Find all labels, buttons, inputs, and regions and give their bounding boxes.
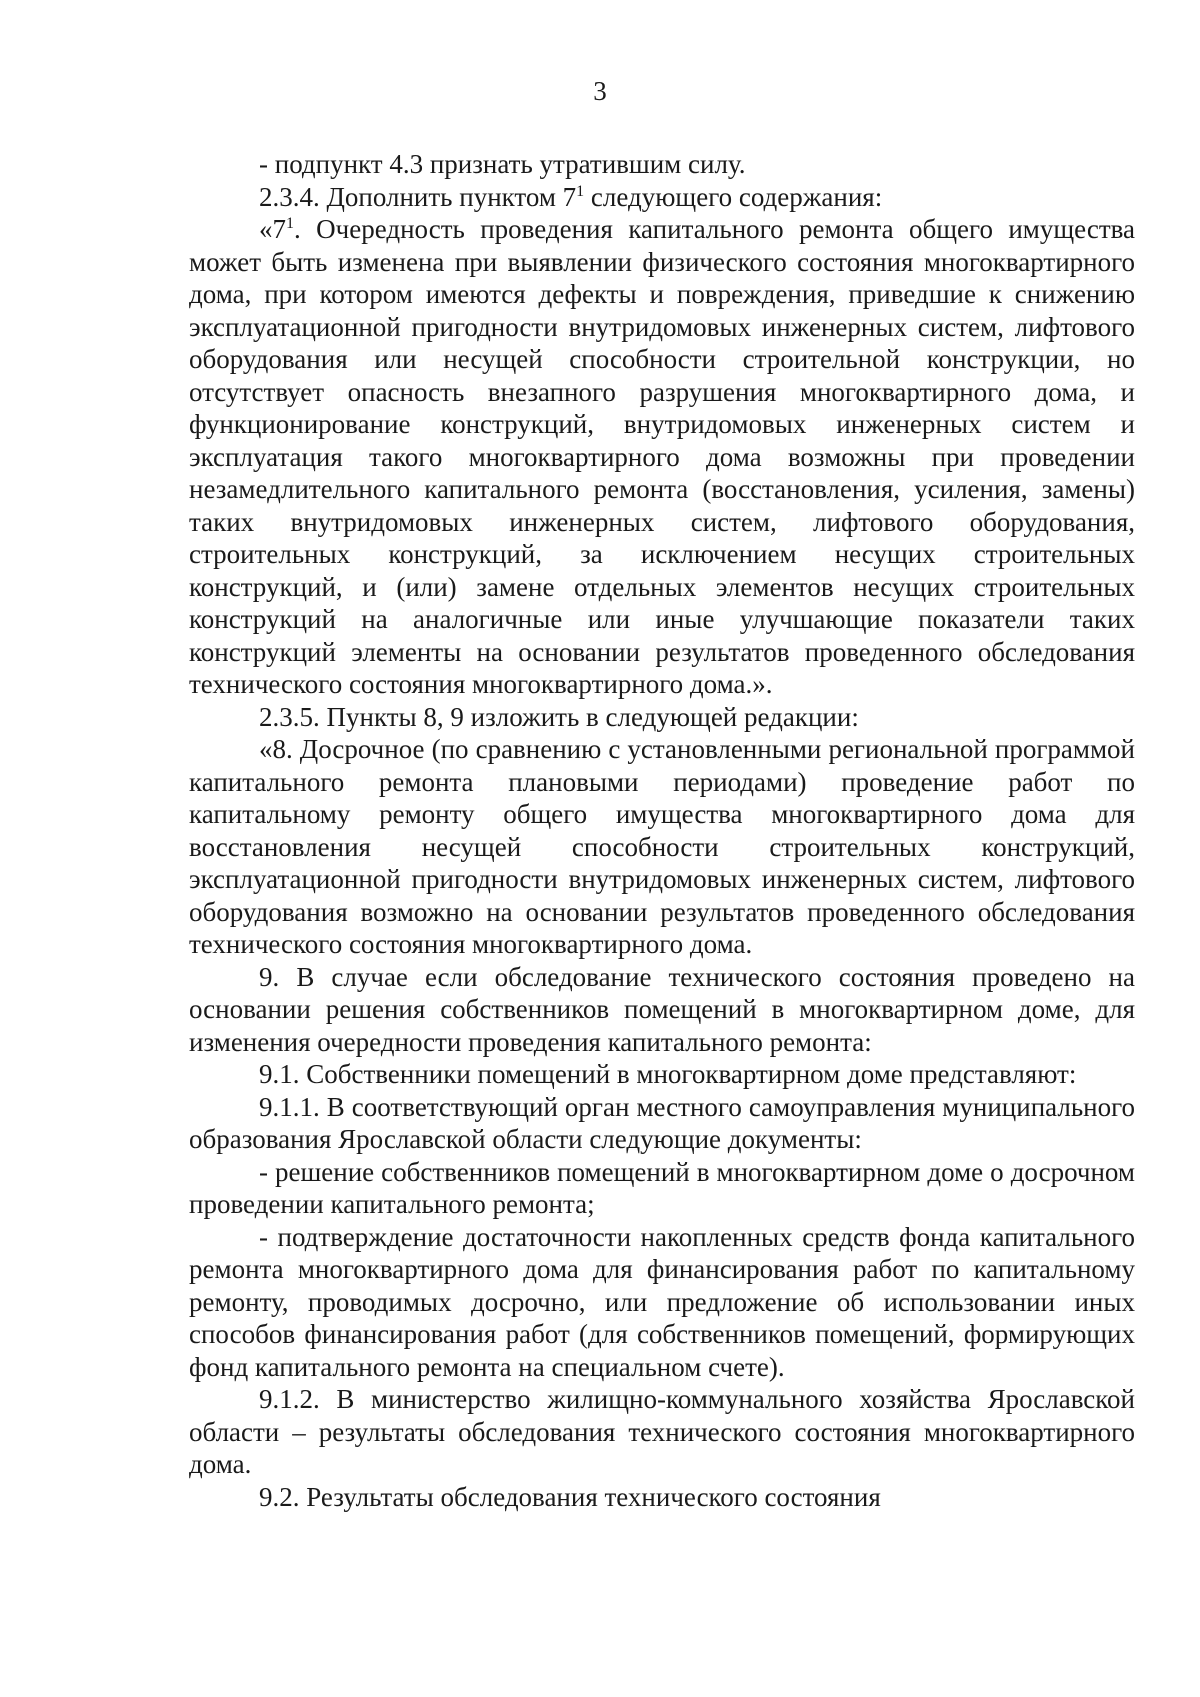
paragraph-9-1: 9.1. Собственники помещений в многоквартирном доме представляют: [259,1059,1077,1089]
superscript: 1 [576,182,585,200]
superscript: 1 [286,215,294,232]
paragraph-9-1-2: 9.1.2. В министерство жилищно-коммунального хозяйства Ярославской области – результаты обследования технического состояния многоквартирного дома. [189,1384,1135,1479]
document-body [189,148,1135,1513]
paragraph-7-1 [189,213,1135,701]
paragraph-decision-item: - решение собственников помещений в многоквартирном доме о досрочном проведении капитального ремонта; [189,1156,1135,1219]
paragraph-text: 2.3.4. Дополнить пунктом 7 [259,181,577,212]
paragraph-9: 9. В случае если обследование технического состояния проведено на основании решения собственников помещений в многоквартирном доме, для изменения очередности проведения капитального ремонта: [189,961,1135,1057]
paragraph-2-3-4 [189,181,1135,214]
paragraph-8: «8. Досрочное (по сравнению с установленными региональной программой капитального ремонта плановыми периодами) проведение работ по капитальному ремонту общего имущества многоквартирного дома для восстановления несущей способности строительных конструкций, эксплуатационной пригодности внутридомовых инженерных систем, лифтового оборудования возможно на основании результатов проведенного обследования технического состояния многоквартирного дома. [189,734,1135,959]
paragraph-confirmation-item: - подтверждение достаточности накопленных средств фонда капитального ремонта многоквартирного дома для финансирования работ по капитальному ремонту, проводимых досрочно, или предложение об использовании иных способов финансирования работ (для собственников помещений, формирующих фонд капитального ремонта на специальном счете). [189,1221,1135,1382]
paragraph-text: «7 [259,214,286,244]
paragraph-2-3-5: 2.3.5. Пункты 8, 9 изложить в следующей редакции: [259,701,859,732]
paragraph-text: следующего содержания: [584,181,883,212]
paragraph-9-2: 9.2. Результаты обследования технического состояния [259,1481,881,1512]
paragraph-text: . Очередность проведения капитального ремонта общего имущества может быть изменена при выявлении физического состояния многоквартирного дома, при котором имеются дефекты и повреждения, приведшие к снижению эксплуатационной пригодности внутридомовых инженерных систем, лифтового оборудования или несущей способности строительной конструкции, но отсутствует опасность внезапного разрушения многоквартирного дома, и функционирование конструкций, внутридомовых инженерных систем и эксплуатация такого многоквартирного дома возможны при проведении незамедлительного капитального ремонта (восстановления, усиления, замены) таких внутридомовых инженерных систем, лифтового оборудования, строительных конструкций, за исключением несущих строительных конструкций, и (или) замене отдельных элементов несущих строительных конструкций на аналогичные или иные улучшающие показатели таких конструкций элементы на основании результатов проведенного обследования технического состояния многоквартирного дома.». [189,214,1135,699]
paragraph-subpoint-4-3: - подпункт 4.3 признать утратившим силу. [259,149,746,179]
paragraph-9-1-1: 9.1.1. В соответствующий орган местного самоуправления муниципального образования Ярославской области следующие документы: [189,1091,1135,1154]
page-number: 3 [593,76,607,106]
